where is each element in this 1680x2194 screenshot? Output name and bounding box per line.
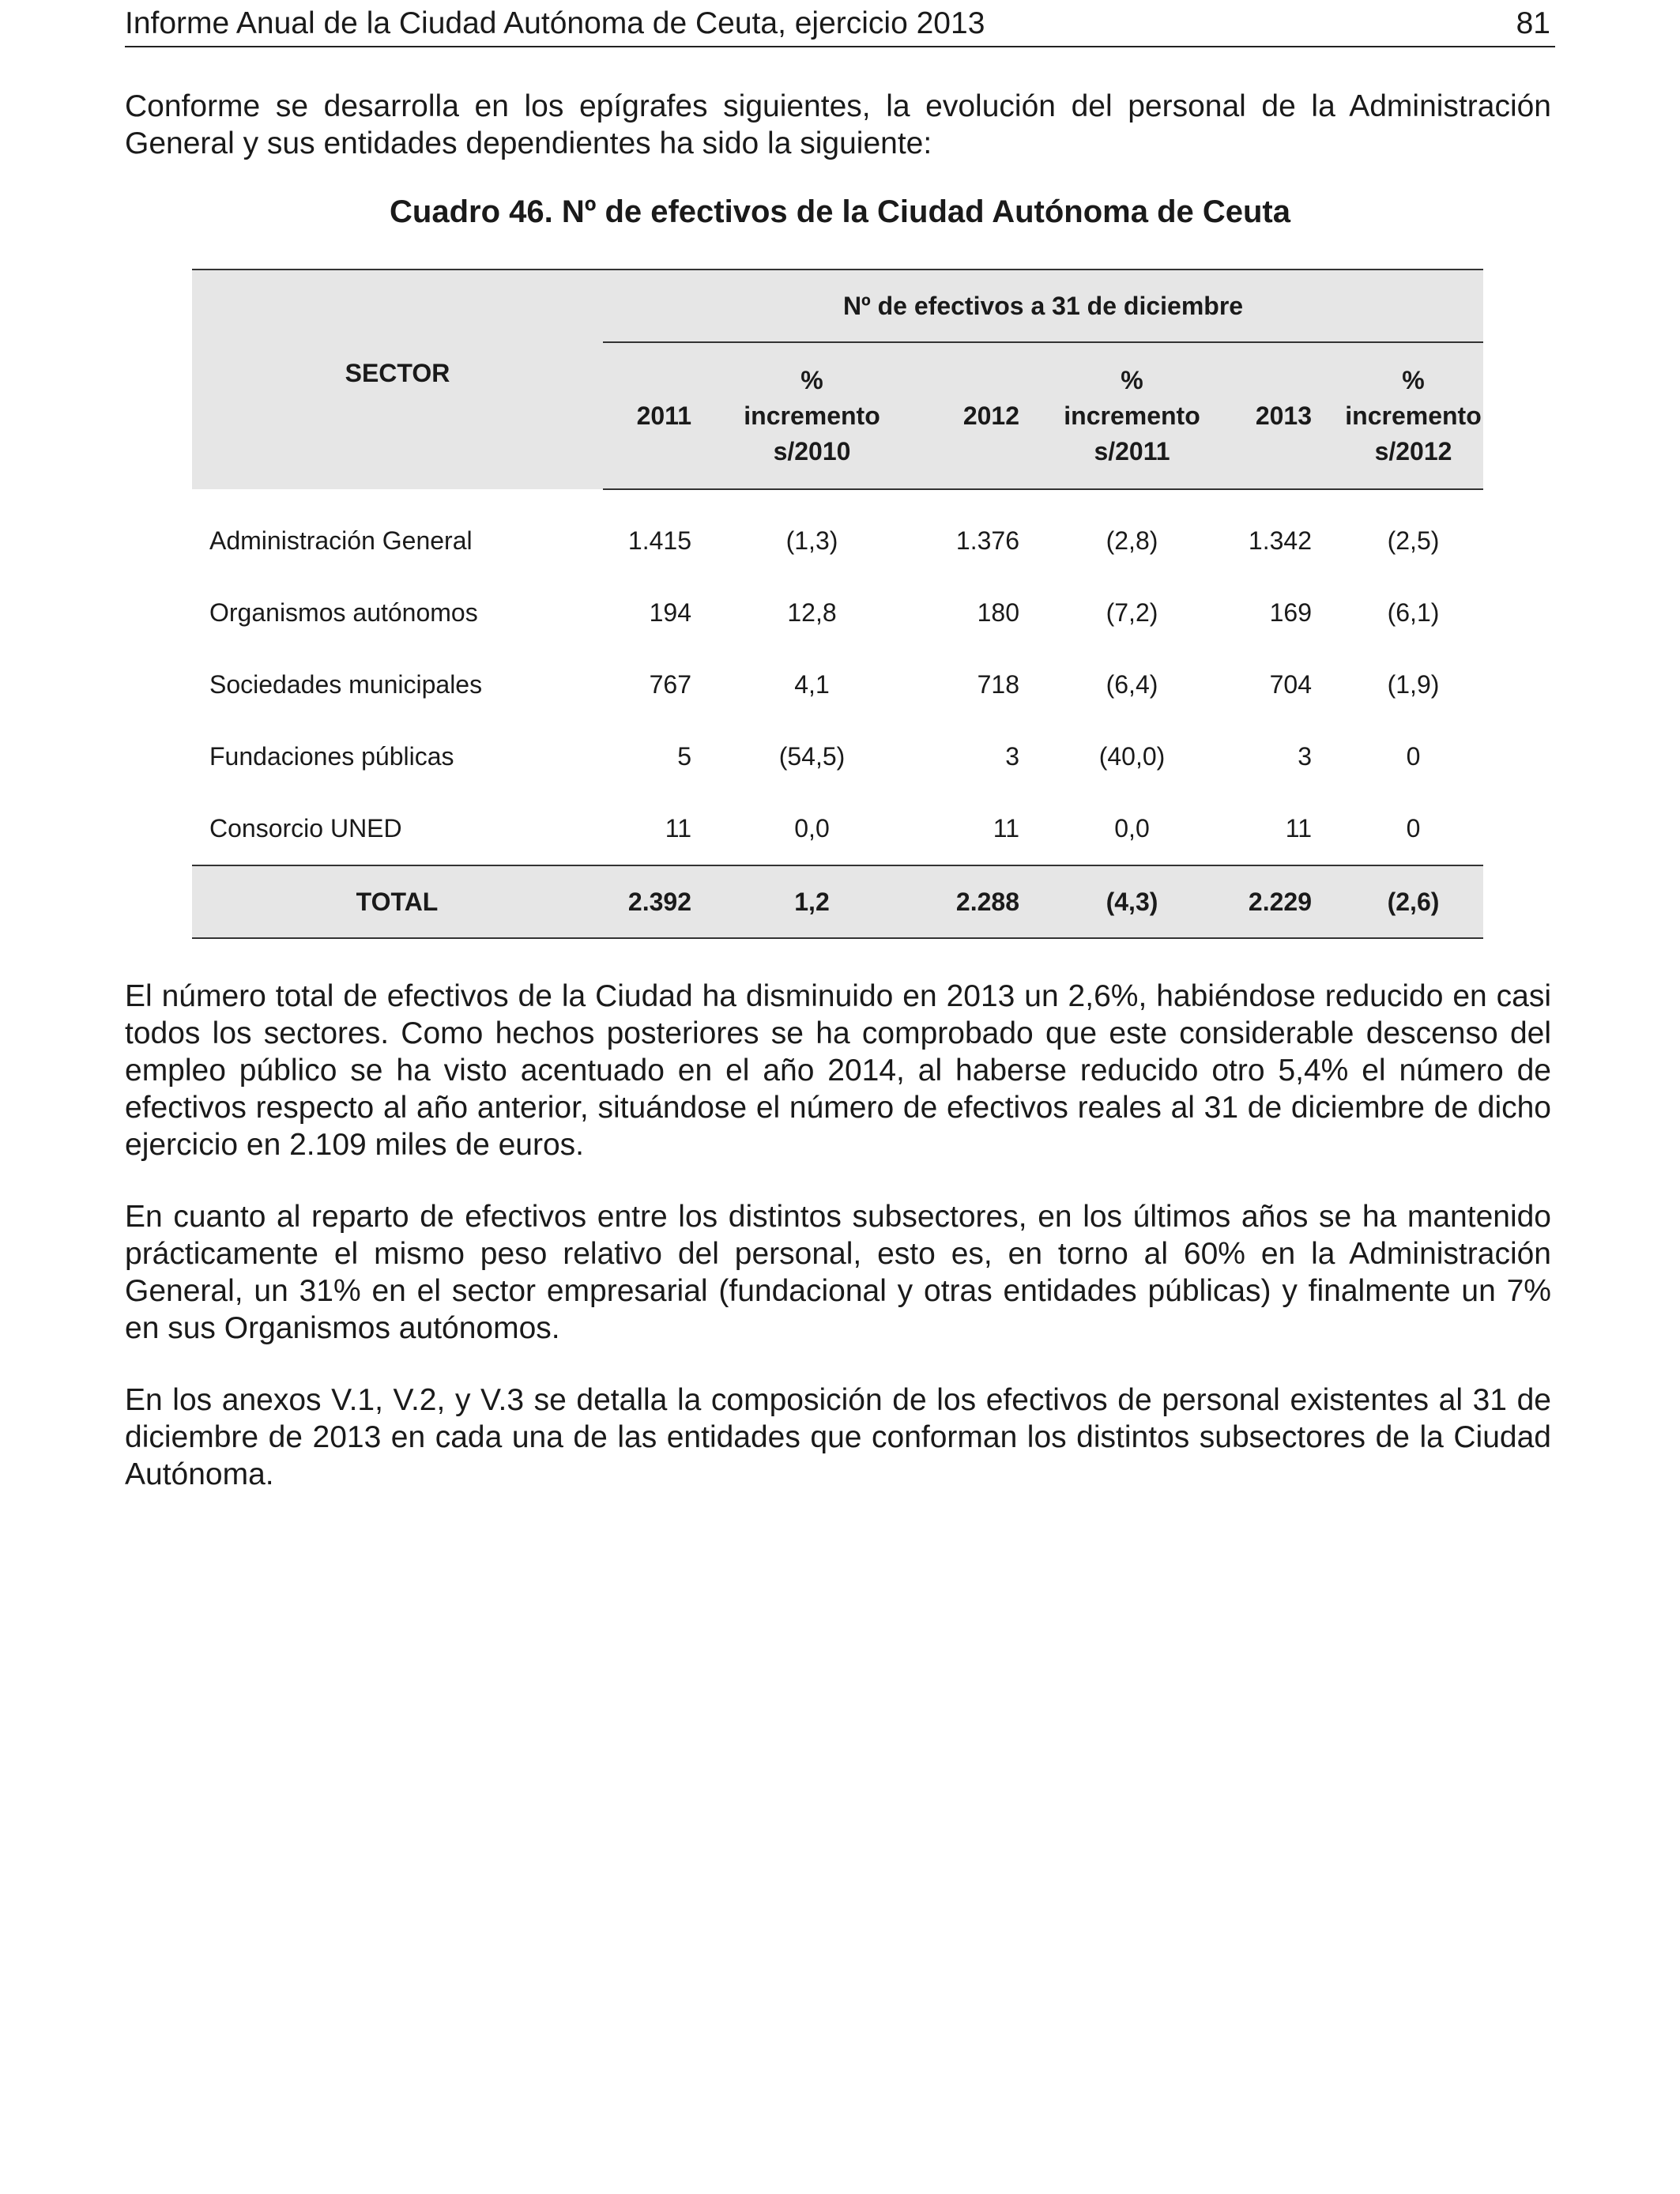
- value-cell: 11: [665, 814, 691, 843]
- value-cell: 11: [1285, 814, 1312, 843]
- value-cell: 718: [977, 670, 1019, 699]
- pct-cell: (6,4): [1106, 670, 1158, 699]
- table-caption: Cuadro 46. Nº de efectivos de la Ciudad Autónoma de Ceuta: [390, 194, 1290, 229]
- table-row: [192, 489, 1483, 577]
- page-header: [125, 3, 1555, 47]
- pct-cell: 0: [1406, 742, 1421, 771]
- pct-cell: (6,1): [1387, 598, 1440, 627]
- col-header-2011: 2011: [603, 342, 723, 489]
- body-paragraph: El número total de efectivos de la Ciudad ha disminuido en 2013 un 2,6%, habiéndose reducido en casi todos los sectores. Como hechos posteriores se ha comprobado que este considerable descenso del empleo público se ha visto acentuado en el año 2014, al haberse reducido otro 5,4% el número de efectivos respecto al año anterior, situándose el número de efectivos reales al 31 de diciembre de dicho ejercicio en 2.109 miles de euros.: [125, 979, 1551, 1162]
- total-pct-cell: (4,3): [1051, 865, 1213, 938]
- value-cell: 5: [677, 742, 691, 771]
- total-value-cell: 2.288: [901, 865, 1051, 938]
- col-header-line: s/2010: [773, 436, 851, 466]
- pct-cell: (40,0): [1098, 742, 1166, 771]
- page-number: 81: [1516, 6, 1550, 40]
- sector-cell: Consorcio UNED: [209, 814, 402, 843]
- sector-cell: Organismos autónomos: [209, 598, 478, 627]
- col-header-2013: 2013: [1213, 342, 1343, 489]
- table-row: [192, 793, 1483, 865]
- sector-cell: Fundaciones públicas: [209, 742, 454, 771]
- total-value-cell: 2.392: [603, 865, 723, 938]
- total-value-cell: 2.229: [1213, 865, 1343, 938]
- table-row: [192, 649, 1483, 721]
- col-header-pct-2011: [1051, 342, 1213, 489]
- value-cell: 180: [977, 598, 1019, 627]
- body-paragraph: En cuanto al reparto de efectivos entre los distintos subsectores, en los últimos años se ha mantenido prácticamente el mismo peso relativo del personal, esto es, en torno al 60% en la Administración General, un 31% en el sector empresarial (fundacional y otras entidades públicas) y finalmente un 7% en sus Organismos autónomos.: [125, 1200, 1551, 1345]
- pct-cell: (1,9): [1387, 670, 1440, 699]
- total-label: TOTAL: [192, 865, 603, 938]
- col-header-line: %: [1121, 365, 1143, 394]
- col-header-line: %: [1402, 365, 1425, 394]
- value-cell: 704: [1269, 670, 1312, 699]
- sector-cell: Administración General: [209, 526, 473, 555]
- col-header-line: s/2011: [1094, 436, 1170, 466]
- pct-cell: (54,5): [778, 742, 846, 771]
- group-header: Nº de efectivos a 31 de diciembre: [603, 270, 1483, 342]
- pct-cell: 0,0: [794, 814, 830, 843]
- pct-cell: (1,3): [785, 526, 838, 555]
- value-cell: 3: [1298, 742, 1312, 771]
- value-cell: 1.415: [627, 526, 691, 555]
- col-header-pct-2010: [723, 342, 901, 489]
- report-title: Informe Anual de la Ciudad Autónoma de Ceuta, ejercicio 2013: [125, 6, 985, 40]
- value-cell: 3: [1005, 742, 1019, 771]
- body-paragraph: En los anexos V.1, V.2, y V.3 se detalla la composición de los efectivos de personal existentes al 31 de diciembre de 2013 en cada una de las entidades que conforman los distintos subsectores de la Ciudad Autónoma.: [125, 1383, 1551, 1491]
- col-header-pct-2012: [1343, 342, 1483, 489]
- total-row: [192, 865, 1483, 938]
- sector-header: SECTOR: [192, 270, 603, 489]
- pct-cell: 0,0: [1114, 814, 1150, 843]
- sector-cell: Sociedades municipales: [209, 670, 483, 699]
- value-cell: 1.376: [955, 526, 1019, 555]
- staff-table: [192, 269, 1483, 939]
- col-header-2012: 2012: [901, 342, 1051, 489]
- pct-cell: 0: [1406, 814, 1421, 843]
- value-cell: 194: [649, 598, 691, 627]
- table-row: [192, 721, 1483, 793]
- value-cell: 767: [649, 670, 691, 699]
- value-cell: 169: [1269, 598, 1312, 627]
- col-header-line: incremento: [1345, 401, 1482, 430]
- pct-cell: 4,1: [794, 670, 830, 699]
- value-cell: 1.342: [1248, 526, 1312, 555]
- col-header-line: incremento: [744, 401, 880, 430]
- pct-cell: (2,5): [1387, 526, 1440, 555]
- col-header-line: %: [800, 365, 823, 394]
- value-cell: 11: [993, 814, 1019, 843]
- col-header-line: incremento: [1064, 401, 1200, 430]
- pct-cell: 12,8: [787, 598, 837, 627]
- pct-cell: (7,2): [1106, 598, 1158, 627]
- total-pct-cell: (2,6): [1343, 865, 1483, 938]
- total-pct-cell: 1,2: [723, 865, 901, 938]
- pct-cell: (2,8): [1106, 526, 1158, 555]
- table-row: [192, 577, 1483, 649]
- intro-paragraph: Conforme se desarrolla en los epígrafes siguientes, la evolución del personal de la Administración General y sus entidades dependientes ha sido la siguiente:: [125, 89, 1551, 160]
- col-header-line: s/2012: [1374, 436, 1452, 466]
